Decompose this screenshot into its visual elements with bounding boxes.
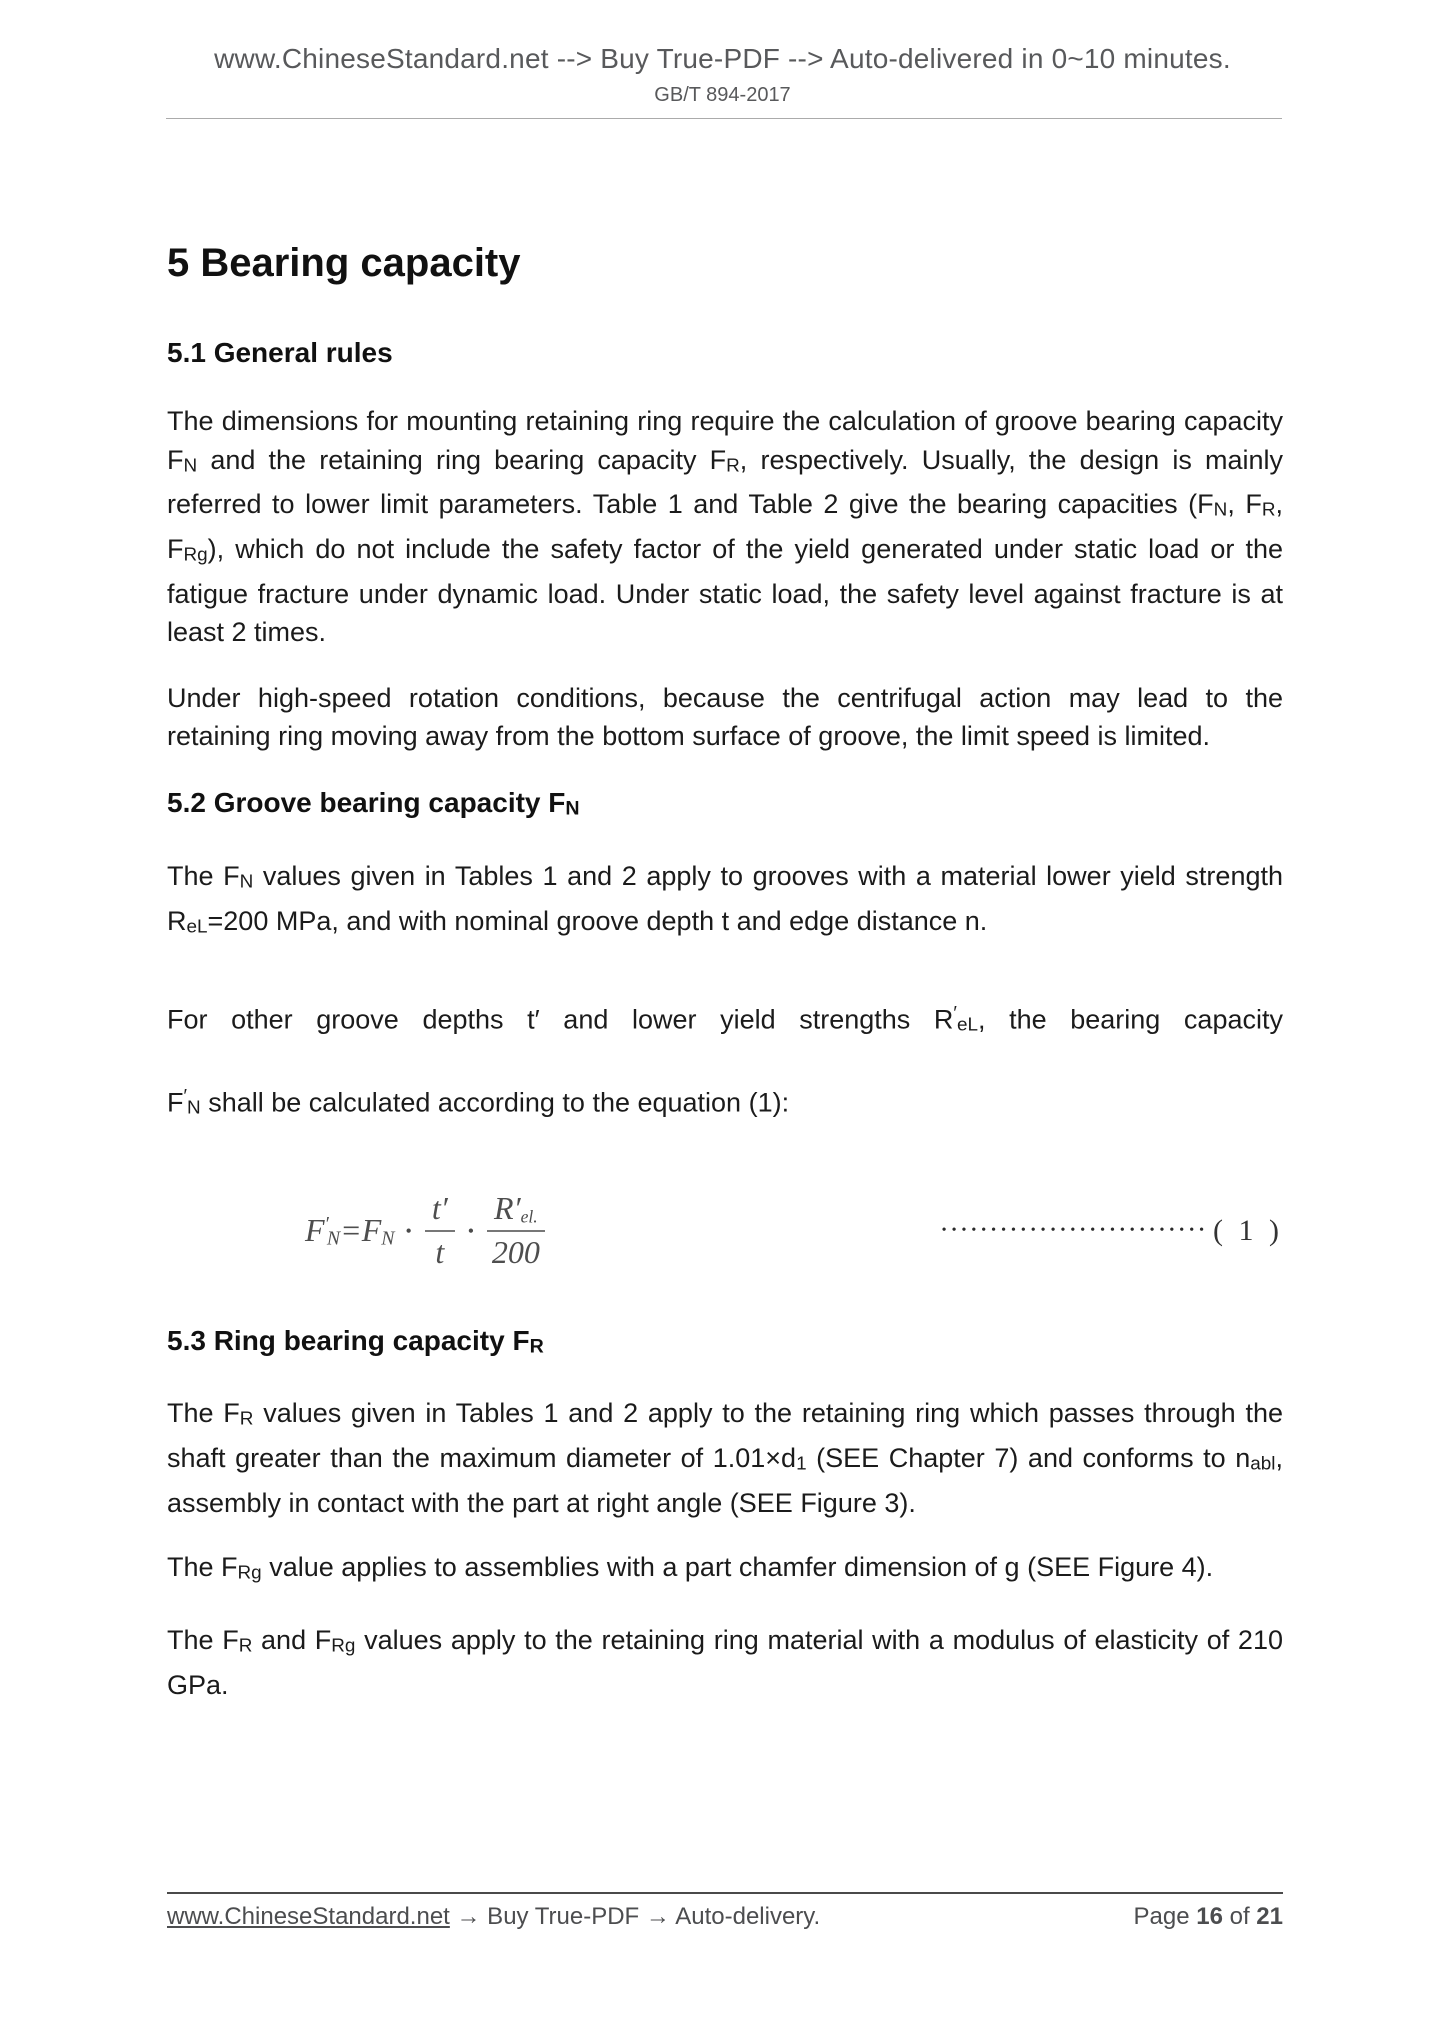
footer-page-indicator: Page 16 of 21: [1133, 1903, 1283, 1930]
fraction-groove-depth: [425, 1192, 455, 1269]
multiply-dot-icon: •: [405, 1220, 412, 1241]
footer-left: [167, 1903, 820, 1931]
page-header: [0, 42, 1445, 108]
paragraph-5-3-c: The FR and FRg values apply to the retaining ring material with a modulus of elasticity of 210 GPa.: [167, 1625, 1283, 1700]
paragraph-5-1-a: The dimensions for mounting retaining ring require the calculation of groove bearing capacity FN and the retaining ring bearing capacity FR, respectively. Usually, the design is mainly referred to lower limit parameters. Table 1 and Table 2 give the bearing capacities (FN, FR, FRg), which do not include the safety factor of the yield generated under static load or the fatigue fracture under dynamic load. Under static load, the safety level against fracture is at least 2 times.: [167, 406, 1284, 648]
paragraph-5-2-c: F′N shall be calculated according to the equation (1):: [167, 1085, 790, 1119]
fraction-numerator: t′: [425, 1192, 455, 1232]
section-title: 5 Bearing capacity: [167, 241, 521, 285]
footer-delivery-note: → Buy True-PDF → Auto-delivery.: [449, 1903, 821, 1930]
footer-site-link[interactable]: www.ChineseStandard.net: [167, 1903, 450, 1930]
subsection-heading-5-3: 5.3 Ring bearing capacity FR: [167, 1325, 544, 1358]
paragraph-5-2-a: The FN values given in Tables 1 and 2 apply to grooves with a material lower yield strength ReL=200 MPa, and with nominal groove depth t and edge distance n.: [167, 861, 1283, 938]
subsection-heading-5-1: 5.1 General rules: [167, 337, 393, 368]
multiply-dot-icon: •: [467, 1220, 475, 1241]
paragraph-5-1-b: Under high-speed rotation conditions, because the centrifugal action may lead to the retaining ring moving away from the bottom surface of groove, the limit speed is limited.: [167, 682, 1283, 752]
page-footer: [167, 1892, 1283, 1931]
equation-math: [305, 1192, 547, 1270]
equation-1: [167, 1183, 1283, 1279]
paragraph-5-3-b: The FRg value applies to assemblies with a part chamfer dimension of g (SEE Figure 4).: [167, 1552, 1214, 1584]
header-doc-number: GB/T 894-2017: [654, 84, 791, 106]
paragraph-5-2-b: For other groove depths t′ and lower yield strengths R′eL, the bearing capacity: [167, 1002, 1283, 1036]
header-note: www.ChineseStandard.net --> Buy True-PDF --> Auto-delivered in 0~10 minutes.: [214, 43, 1231, 74]
equation-number: ( 1 ): [1213, 1214, 1283, 1248]
fraction-denominator: 200: [491, 1234, 540, 1271]
fraction-numerator: R′el.: [487, 1192, 545, 1232]
equation-lhs: F′N=FN: [305, 1211, 395, 1250]
subsection-heading-5-2: 5.2 Groove bearing capacity FN: [167, 786, 580, 820]
header-divider: [166, 118, 1282, 119]
fraction-denominator: t: [435, 1234, 445, 1271]
page-body: [167, 240, 1283, 1704]
equation-leader-dots: •••••••••••••••••••••••••••: [941, 1223, 1210, 1239]
fraction-yield-strength: [487, 1192, 545, 1270]
paragraph-5-3-a: The FR values given in Tables 1 and 2 apply to the retaining ring which passes through the shaft greater than the maximum diameter of 1.01×d1 (SEE Chapter 7) and conforms to nabl, assembly in contact with the part at right angle (SEE Figure 3).: [167, 1398, 1283, 1518]
